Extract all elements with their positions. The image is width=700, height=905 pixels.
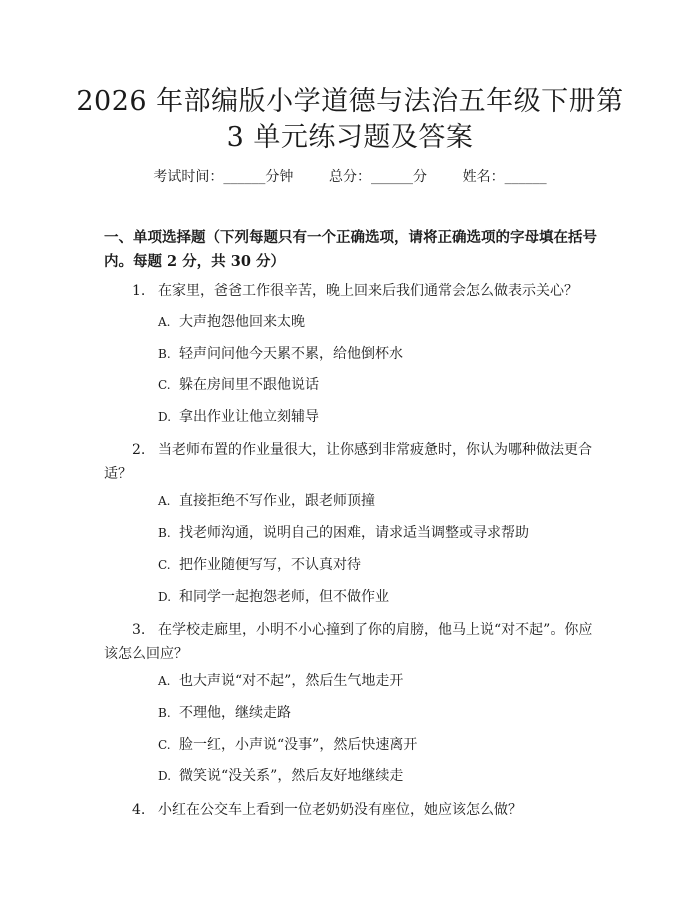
- document-title-line-1: 2026 年部编版小学道德与法治五年级下册第: [76, 86, 624, 117]
- question-3-option-d: [158, 766, 403, 786]
- option-text: 脸一红，小声说“没事”，然后快速离开: [179, 737, 418, 753]
- option-letter: B.: [158, 526, 171, 540]
- option-letter: C.: [158, 378, 171, 392]
- question-1-option-d: [158, 407, 319, 427]
- question-number: 3.: [132, 622, 146, 638]
- question-1-option-a: [158, 312, 305, 332]
- question-text: 小红在公交车上看到一位老奶奶没有座位，她应该怎么做？: [158, 802, 522, 818]
- option-letter: A.: [158, 494, 171, 508]
- question-2-option-a: [158, 491, 375, 511]
- option-text: 直接拒绝不写作业，跟老师顶撞: [179, 493, 375, 509]
- exam-meta-info: 考试时间：______分钟 总分：______分 姓名：______: [153, 169, 547, 185]
- question-1-option-c: [158, 375, 319, 395]
- option-letter: D.: [158, 410, 172, 424]
- question-3: [104, 618, 600, 666]
- question-1-option-b: [158, 344, 403, 364]
- question-4: [104, 798, 600, 822]
- option-letter: B.: [158, 347, 171, 361]
- document-title-line-2: 3 单元练习题及答案: [226, 122, 474, 153]
- option-letter: D.: [158, 590, 172, 604]
- question-number: 2.: [132, 442, 146, 458]
- question-3-option-b: [158, 703, 291, 723]
- question-1: [104, 279, 600, 303]
- option-text: 拿出作业让他立刻辅导: [179, 409, 319, 425]
- question-number: 1.: [132, 283, 146, 299]
- question-text: 在家里，爸爸工作很辛苦，晚上回来后我们通常会怎么做表示关心？: [158, 283, 578, 299]
- option-letter: C.: [158, 738, 171, 752]
- question-2-option-d: [158, 587, 389, 607]
- option-letter: A.: [158, 315, 171, 329]
- question-number: 4.: [132, 802, 146, 818]
- section-header-single-choice: 一、单项选择题（下列每题只有一个正确选项，请将正确选项的字母填在括号内。每题 2 分，共 30 分）: [104, 229, 597, 270]
- option-text: 找老师沟通，说明自己的困难，请求适当调整或寻求帮助: [179, 525, 529, 541]
- option-text: 也大声说“对不起”，然后生气地走开: [179, 673, 404, 689]
- question-3-option-c: [158, 735, 417, 755]
- option-letter: A.: [158, 674, 171, 688]
- question-text: 在学校走廊里，小明不小心撞到了你的肩膀，他马上说“对不起”。你应该怎么回应？: [104, 622, 593, 662]
- option-text: 和同学一起抱怨老师，但不做作业: [179, 589, 389, 605]
- question-text: 当老师布置的作业量很大，让你感到非常疲惫时，你认为哪种做法更合适？: [104, 442, 592, 482]
- option-text: 轻声问问他今天累不累，给他倒杯水: [179, 346, 403, 362]
- option-text: 把作业随便写写，不认真对待: [179, 557, 361, 573]
- option-text: 大声抱怨他回来太晚: [179, 314, 305, 330]
- question-2-option-b: [158, 523, 529, 543]
- question-2: [104, 438, 600, 486]
- question-2-option-c: [158, 555, 361, 575]
- option-letter: C.: [158, 558, 171, 572]
- option-text: 躲在房间里不跟他说话: [179, 377, 319, 393]
- option-text: 微笑说“没关系”，然后友好地继续走: [179, 768, 404, 784]
- option-letter: D.: [158, 769, 172, 783]
- option-letter: B.: [158, 706, 171, 720]
- question-3-option-a: [158, 671, 403, 691]
- option-text: 不理他，继续走路: [179, 705, 291, 721]
